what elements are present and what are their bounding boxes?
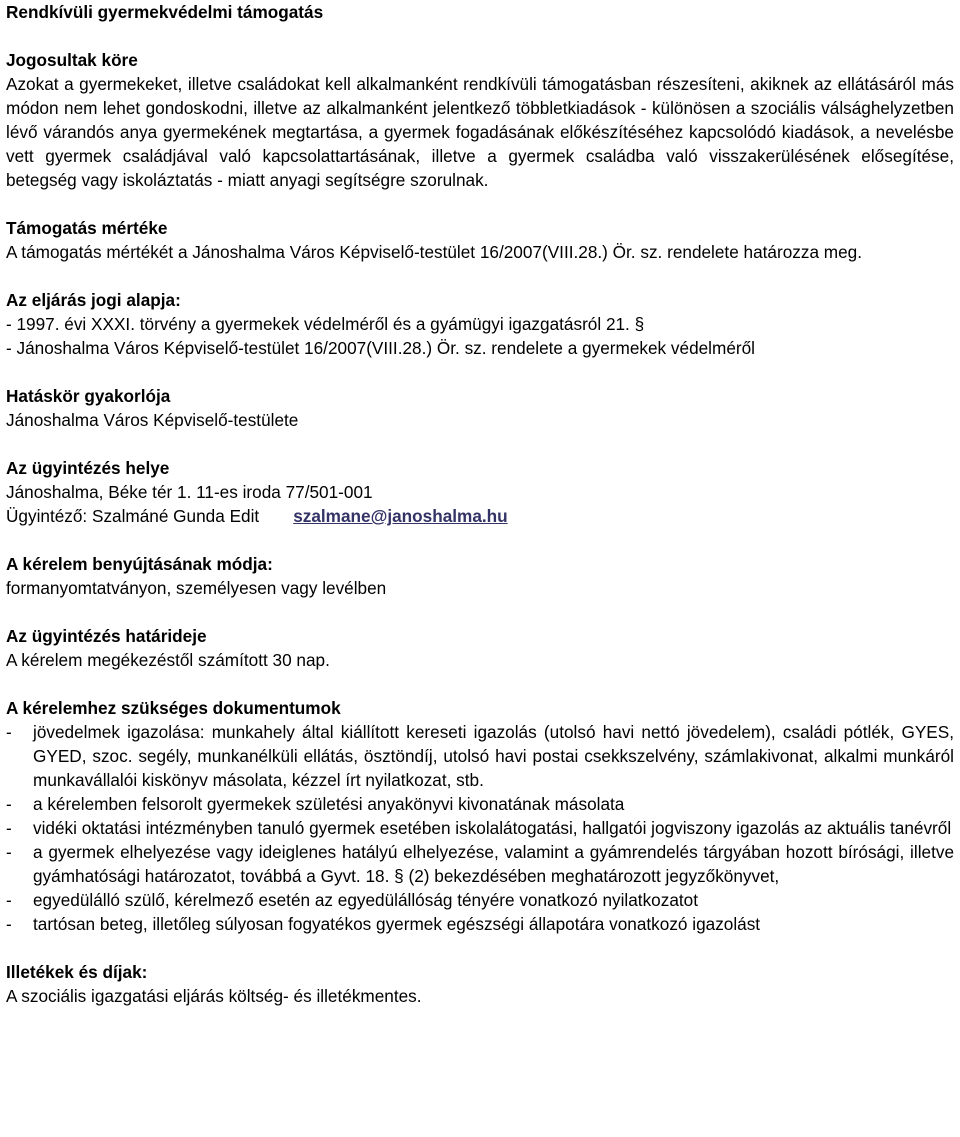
list-dash: -: [6, 914, 12, 934]
list-item-text: a kérelemben felsorolt gyermekek születési anyakönyvi kivonatának másolata: [33, 794, 625, 814]
documents-list: [6, 720, 954, 936]
authority-heading: Hatáskör gyakorlója: [6, 386, 171, 406]
list-dash: -: [6, 842, 12, 862]
spacer: [6, 600, 954, 624]
list-item: [6, 840, 954, 888]
deadline-heading: Az ügyintézés határideje: [6, 626, 207, 646]
eligible-section: [6, 48, 954, 192]
list-item: [6, 720, 954, 792]
spacer: [6, 936, 954, 960]
list-dash: -: [6, 818, 12, 838]
list-item: [6, 792, 954, 816]
spacer: [6, 264, 954, 288]
location-section: [6, 456, 954, 528]
location-address: Jánoshalma, Béke tér 1. 11-es iroda 77/501-001: [6, 482, 373, 502]
legal-basis-heading: Az eljárás jogi alapja:: [6, 290, 181, 310]
officer-name: Ügyintéző: Szalmáné Gunda Edit: [6, 506, 260, 526]
list-item: [6, 888, 954, 912]
spacer: [6, 360, 954, 384]
list-item-text: a gyermek elhelyezése vagy ideiglenes hatályú elhelyezése, valamint a gyámrendelés tárgyában hozott bírósági, illetve gyámhatósági határozatot, továbbá a Gyvt. 18. § (2) bekezdésében meghatározott jegyzőkönyvet,: [33, 842, 954, 886]
eligible-text: Azokat a gyermekeket, illetve családokat kell alkalmanként rendkívüli támogatásban részesíteni, akiknek az ellátásáról más módon nem lehet gondoskodni, illetve az alkalmanként jelentkező többletkiadások - különösen a szociális válsághelyzetben lévő várandós anya gyermekének megtartása, a gyermek fogadásának előkészítéséhez kapcsolódó kiadások, a nevelésbe vett gyermek családjával való kapcsolattartásának, illetve a gyermek családba való visszakerülésének elősegítése, betegség vagy iskoláztatás - miatt anyagi segítségre szorulnak.: [6, 74, 954, 190]
list-dash: -: [6, 794, 12, 814]
list-item: [6, 912, 954, 936]
submission-text: formanyomtatványon, személyesen vagy levélben: [6, 578, 387, 598]
list-dash: -: [6, 722, 12, 742]
eligible-heading: Jogosultak köre: [6, 50, 138, 70]
list-item-text: tartósan beteg, illetőleg súlyosan fogyatékos gyermek egészségi állapotára vonatkozó igazolást: [33, 914, 761, 934]
legal-basis-line: - Jánoshalma Város Képviselő-testület 16/2007(VIII.28.) Ör. sz. rendelete a gyermekek védelméről: [6, 338, 755, 358]
submission-section: [6, 552, 954, 600]
list-dash: -: [6, 890, 12, 910]
deadline-text: A kérelem megékezéstől számított 30 nap.: [6, 650, 330, 670]
documents-heading: A kérelemhez szükséges dokumentumok: [6, 698, 341, 718]
location-heading: Az ügyintézés helye: [6, 458, 170, 478]
list-item: [6, 816, 954, 840]
spacer: [6, 192, 954, 216]
legal-basis-section: [6, 288, 954, 360]
contact-line: [6, 504, 954, 528]
spacer: [6, 672, 954, 696]
authority-section: [6, 384, 954, 432]
spacer: [6, 432, 954, 456]
amount-section: [6, 216, 954, 264]
amount-text: A támogatás mértékét a Jánoshalma Város Képviselő-testület 16/2007(VIII.28.) Ör. sz. rendelete határozza meg.: [6, 242, 863, 262]
fees-heading: Illetékek és díjak:: [6, 962, 148, 982]
authority-text: Jánoshalma Város Képviselő-testülete: [6, 410, 299, 430]
fees-section: [6, 960, 954, 1008]
spacer: [6, 24, 954, 48]
list-item-text: egyedülálló szülő, kérelmező esetén az egyedülállóság tényére vonatkozó nyilatkozatot: [33, 890, 698, 910]
fees-text: A szociális igazgatási eljárás költség- és illetékmentes.: [6, 986, 422, 1006]
submission-heading: A kérelem benyújtásának módja:: [6, 554, 273, 574]
document-title: Rendkívüli gyermekvédelmi támogatás: [6, 2, 324, 22]
list-item-text: jövedelmek igazolása: munkahely által kiállított kereseti igazolás (utolsó havi nettó jövedelem), családi pótlék, GYES, GYED, szoc. segély, munkanélküli ellátás, ösztöndíj, utolsó havi postai csekkszelvény, számlakivonat, alkalmi munkáról munkavállalói kiskönyv másolata, kézzel írt nyilatkozat, stb.: [33, 722, 954, 790]
legal-basis-line: - 1997. évi XXXI. törvény a gyermekek védelméről és a gyámügyi igazgatásról 21. §: [6, 314, 645, 334]
email-link[interactable]: szalmane@janoshalma.hu: [293, 506, 508, 526]
documents-section: [6, 696, 954, 936]
list-item-text: vidéki oktatási intézményben tanuló gyermek esetében iskolalátogatási, hallgatói jogviszony igazolás az aktuális tanévről: [33, 818, 952, 838]
amount-heading: Támogatás mértéke: [6, 218, 168, 238]
spacer: [6, 528, 954, 552]
deadline-section: [6, 624, 954, 672]
